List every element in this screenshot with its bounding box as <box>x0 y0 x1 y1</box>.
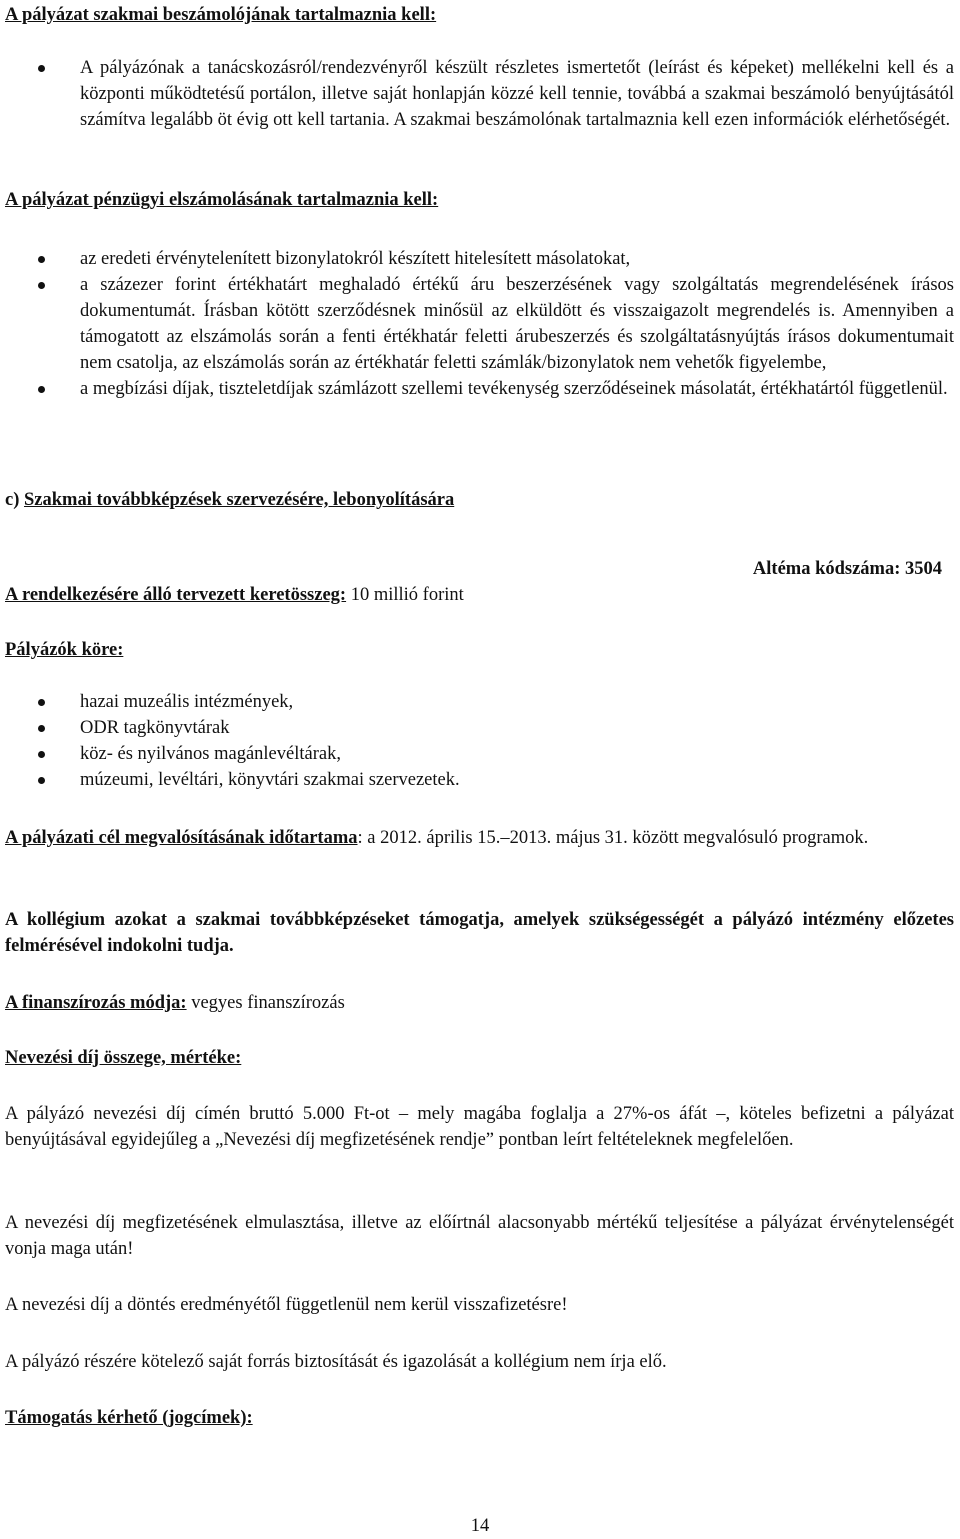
sec2-list <box>5 246 954 402</box>
bullet-icon <box>38 65 45 72</box>
budget-line: A rendelkezésére álló tervezett keretösszeg: 10 millió forint <box>5 585 464 605</box>
applicants-heading: Pályázók köre: <box>5 640 124 660</box>
page-number: 14 <box>470 1516 490 1536</box>
list-item: hazai muzeális intézmények, <box>5 689 954 715</box>
fee-paragraph-1: A pályázó nevezési díj címén bruttó 5.000 Ft-ot – mely magába foglalja a 27%-os áfát –, köteles befizetni a pályázat benyújtásával egyidejűleg a „Nevezési díj megfizetésének rendje” pontban leírt feltételeknek megfelelően. <box>5 1104 954 1150</box>
section-c-heading: c) Szakmai továbbképzések szervezésére, lebonyolítására <box>5 490 455 510</box>
fee-paragraph-4: A pályázó részére kötelező saját forrás biztosítását és igazolását a kollégium nem írja elő. <box>5 1352 667 1372</box>
applicants-list <box>5 689 954 793</box>
kollegium-paragraph: A kollégium azokat a szakmai továbbképzéseket támogatja, amelyek szükségességét a pályázó intézmény előzetes felmérésével indokolni tudja. <box>5 910 954 956</box>
sec1-heading: A pályázat szakmai beszámolójának tartalmaznia kell: <box>5 5 437 25</box>
altema-code: Altéma kódszáma: 3504 <box>752 559 942 579</box>
list-item: az eredeti érvénytelenített bizonylatokról készített hitelesített másolatokat, <box>5 246 954 272</box>
list-item: a megbízási díjak, tiszteletdíjak számlázott szellemi tevékenység szerződéseinek másolatát, értékhatártól függetlenül. <box>5 376 954 402</box>
bullet-icon <box>38 256 45 263</box>
bullet-icon <box>38 751 45 758</box>
sec2-heading: A pályázat pénzügyi elszámolásának tartalmaznia kell: <box>5 190 439 210</box>
list-item: a százezer forint értékhatárt meghaladó értékű áru beszerzésének vagy szolgáltatás megrendelésének írásos dokumentumát. Írásban kötött szerződésnek minősül az elküldött és visszaigazolt megrendelés is. Amennyiben a támogatott az elszámolás során a fenti értékhatár feletti árubeszerzés és szolgáltatásnyújtás írásos dokumentumait nem csatolja, az elszámolás során az értékhatár feletti számlák/bizonylatok nem vehetők figyelembe, <box>5 272 954 376</box>
duration-paragraph: A pályázati cél megvalósításának időtartama: a 2012. április 15.–2013. május 31. között megvalósuló programok. <box>5 828 869 848</box>
bullet-icon <box>38 699 45 706</box>
list-item: köz- és nyilvános magánlevéltárak, <box>5 741 954 767</box>
sec1-list <box>5 55 954 133</box>
list-item: múzeumi, levéltári, könyvtári szakmai szervezetek. <box>5 767 954 793</box>
fee-paragraph-2: A nevezési díj megfizetésének elmulasztása, illetve az előírtnál alacsonyabb mértékű teljesítése a pályázat érvénytelenségét vonja maga után! <box>5 1213 954 1259</box>
support-heading: Támogatás kérhető (jogcímek): <box>5 1408 253 1428</box>
bullet-icon <box>38 725 45 732</box>
financing-line: A finanszírozás módja: vegyes finanszírozás <box>5 993 345 1013</box>
fee-heading: Nevezési díj összege, mértéke: <box>5 1048 242 1068</box>
bullet-icon <box>38 282 45 289</box>
bullet-icon <box>38 386 45 393</box>
list-item: A pályázónak a tanácskozásról/rendezvényről készült részletes ismertetőt (leírást és képeket) mellékelni kell és a központi működtetésű portálon, illetve saját honlapján közzé kell tennie, továbbá a szakmai beszámoló benyújtásától számítva legalább öt évig ott kell tartania. A szakmai beszámolónak tartalmaznia kell ezen információk elérhetőségét. <box>5 55 954 133</box>
fee-paragraph-3: A nevezési díj a döntés eredményétől függetlenül nem kerül visszafizetésre! <box>5 1295 568 1315</box>
bullet-icon <box>38 777 45 784</box>
list-item: ODR tagkönyvtárak <box>5 715 954 741</box>
